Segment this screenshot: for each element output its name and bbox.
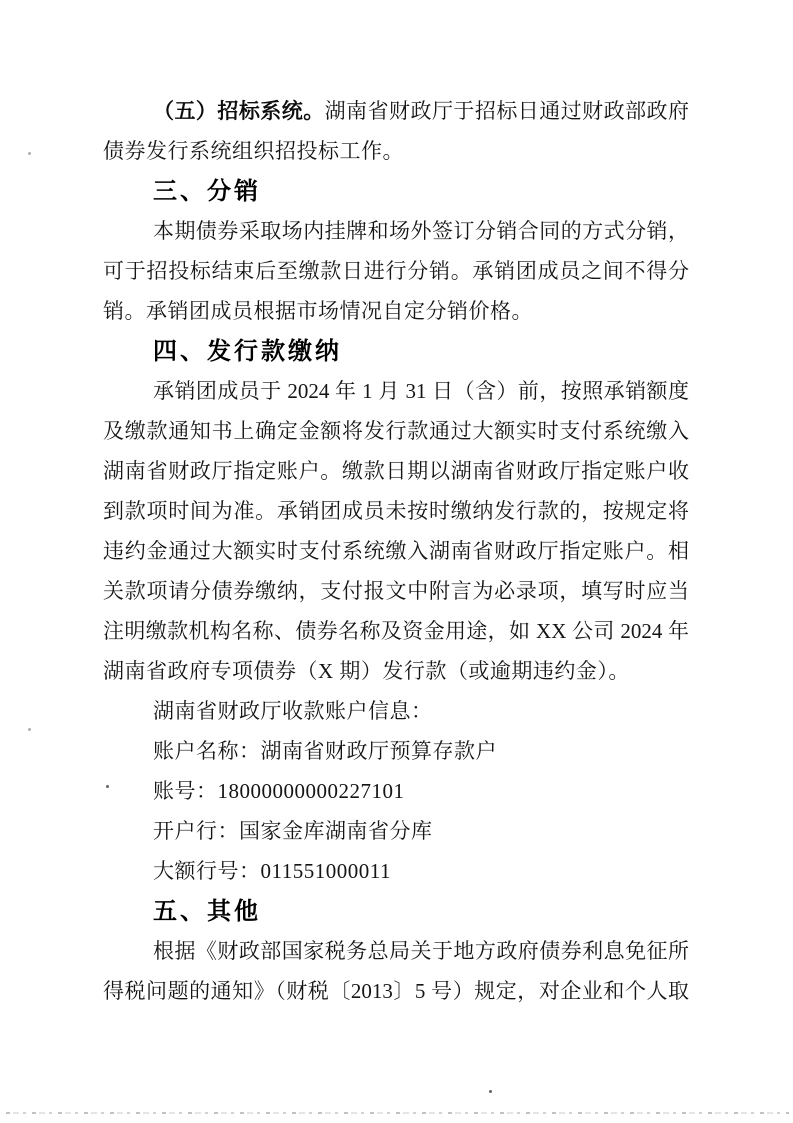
bold-lead: （五）招标系统。 bbox=[153, 99, 325, 123]
text-line: 本期债券采取场内挂牌和场外签订分销合同的方式分销， bbox=[153, 219, 689, 243]
text-line: 承销团成员于 2024 年 1 月 31 日（含）前，按照承销额度 bbox=[153, 379, 689, 403]
text-line: 根据《财政部国家税务总局关于地方政府债券利息免征所 bbox=[153, 939, 689, 963]
text-line: 账户名称：湖南省财政厅预算存款户 bbox=[153, 739, 497, 763]
text-line: 违约金通过大额实时支付系统缴入湖南省财政厅指定账户。相 bbox=[103, 539, 689, 563]
scan-noise-line bbox=[6, 1112, 789, 1114]
section-heading: 三、分销 bbox=[153, 177, 261, 205]
text-line: 开户行：国家金库湖南省分库 bbox=[153, 819, 433, 843]
scan-speck bbox=[28, 728, 31, 731]
text-line: 关款项请分债券缴纳，支付报文中附言为必录项，填写时应当 bbox=[103, 579, 689, 603]
text-line: 销。承销团成员根据市场情况自定分销价格。 bbox=[103, 299, 533, 323]
text-line: 及缴款通知书上确定金额将发行款通过大额实时支付系统缴入 bbox=[103, 419, 689, 443]
scan-speck bbox=[106, 785, 109, 788]
text-line: 债券发行系统组织招投标工作。 bbox=[103, 139, 404, 163]
text-line: 得税问题的通知》（财税〔2013〕5 号）规定，对企业和个人取 bbox=[103, 979, 689, 1003]
text-line: 到款项时间为准。承销团成员未按时缴纳发行款的，按规定将 bbox=[103, 499, 689, 523]
text-line: 可于招投标结束后至缴款日进行分销。承销团成员之间不得分 bbox=[103, 259, 689, 283]
text-line: 湖南省财政厅指定账户。缴款日期以湖南省财政厅指定账户收 bbox=[103, 459, 689, 483]
document-body bbox=[103, 91, 689, 1011]
text-line: （五）招标系统。湖南省财政厅于招标日通过财政部政府 bbox=[153, 99, 690, 123]
text-line: 湖南省财政厅收款账户信息： bbox=[153, 699, 433, 723]
text-line: 注明缴款机构名称、债券名称及资金用途，如 XX 公司 2024 年 bbox=[103, 619, 689, 643]
section-heading: 四、发行款缴纳 bbox=[153, 337, 342, 365]
text-line: 湖南省政府专项债券（X 期）发行款（或逾期违约金）。 bbox=[103, 659, 630, 683]
scan-speck bbox=[28, 152, 31, 155]
text-line: 大额行号：011551000011 bbox=[153, 859, 391, 883]
scan-speck bbox=[489, 1090, 492, 1093]
section-heading: 五、其他 bbox=[153, 897, 261, 925]
text-line: 账号：18000000000227101 bbox=[153, 779, 405, 803]
